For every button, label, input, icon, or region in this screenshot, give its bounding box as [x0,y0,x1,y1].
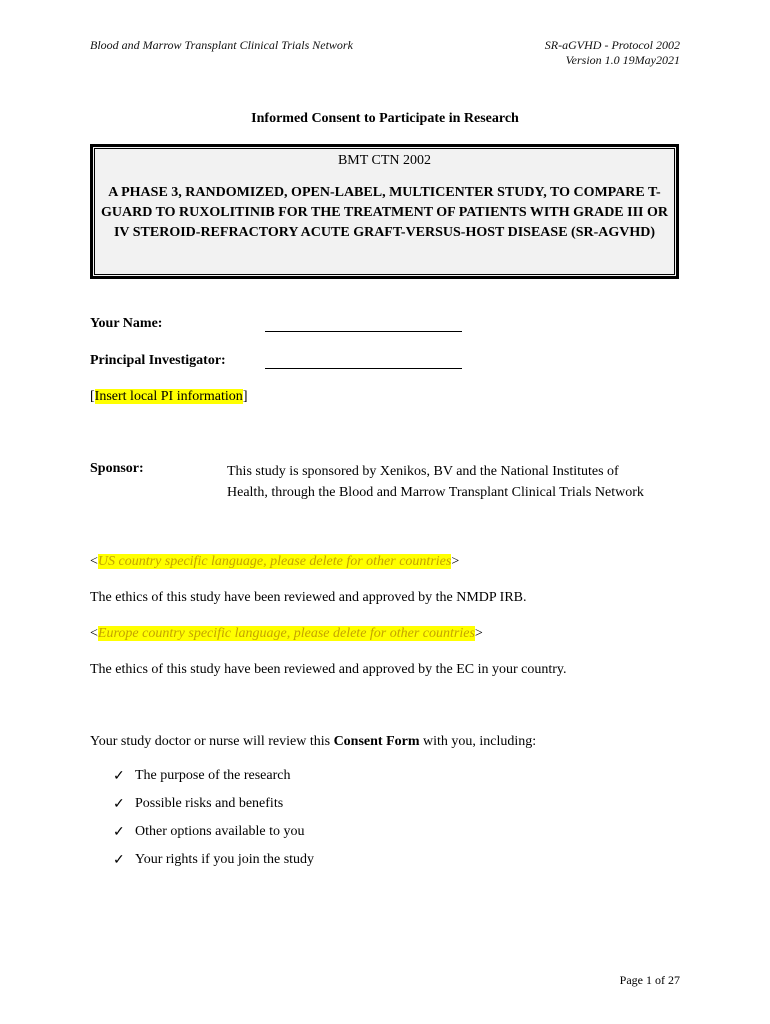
study-title-box [90,144,679,279]
review-text-bold: Consent Form [333,734,420,749]
pi-label: Principal Investigator: [90,353,226,368]
study-title: A PHASE 3, RANDOMIZED, OPEN-LABEL, MULTICENTER STUDY, TO COMPARE T-GUARD TO RUXOLITINIB FOR THE TREATMENT OF PATIENTS WITH GRADE III OR IV STEROID-REFRACTORY ACUTE GRAFT-VERSUS-HOST DISEASE (SR-AGVHD) [101,185,668,240]
page-title: Informed Consent to Participate in Research [251,111,519,126]
checkmark-icon: ✓ [113,853,125,868]
list-item-text: Possible risks and benefits [135,796,284,811]
list-item [113,768,314,796]
europe-ethics-text: The ethics of this study have been reviewed and approved by the EC in your country. [90,662,567,677]
your-name-field[interactable] [265,317,462,332]
list-item-text: Other options available to you [135,824,305,839]
consent-checklist [113,768,314,880]
review-text-after: with you, including: [419,734,537,749]
sponsor-text [227,461,644,503]
us-ethics-text: The ethics of this study have been reviewed and approved by the NMDP IRB. [90,590,527,605]
checkmark-icon: ✓ [113,825,125,840]
page-number: Page 1 of 27 [619,973,680,987]
sponsor-label: Sponsor: [90,461,144,476]
us-note: <US country specific language, please delete for other countries> [90,554,460,569]
list-item [113,852,314,880]
review-text-before: Your study doctor or nurse will review this [90,734,334,749]
sponsor-line-1: This study is sponsored by Xenikos, BV and the National Institutes of [227,464,619,479]
header-protocol [545,38,680,68]
list-item-text: Your rights if you join the study [135,852,315,867]
pi-placeholder: [Insert local PI information] [90,389,248,404]
sponsor-line-2: Health, through the Blood and Marrow Transplant Clinical Trials Network [227,485,644,500]
review-paragraph [90,734,536,750]
pi-field[interactable] [265,354,462,369]
list-item [113,796,314,824]
checkmark-icon: ✓ [113,769,125,784]
header-version-line: Version 1.0 19May2021 [565,53,680,67]
pi-placeholder-text: Insert local PI information [94,389,243,404]
us-note-text: US country specific language, please delete for other countries [97,554,452,569]
header-network: Blood and Marrow Transplant Clinical Trials Network [90,38,353,52]
protocol-number: BMT CTN 2002 [337,153,432,168]
header-protocol-line: SR-aGVHD - Protocol 2002 [544,38,680,52]
checkmark-icon: ✓ [113,797,125,812]
list-item-text: The purpose of the research [135,768,291,783]
list-item [113,824,314,852]
europe-note: <Europe country specific language, please delete for other countries> [90,626,483,641]
your-name-label: Your Name: [90,316,163,331]
europe-note-text: Europe country specific language, please delete for other countries [97,626,475,641]
